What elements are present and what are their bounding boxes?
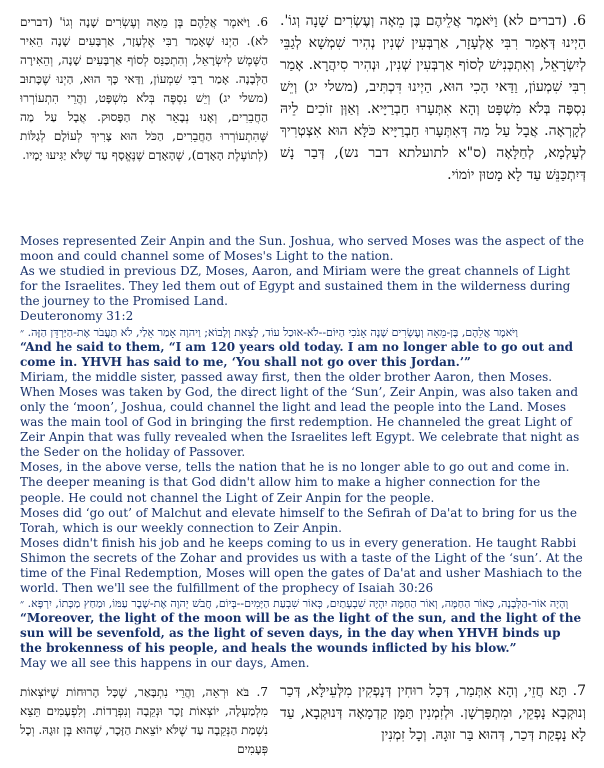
english-commentary [20,234,586,672]
closing-blessing: May we all see this happens in our days, Amen. [20,656,310,671]
commentary-paragraph: Miriam, the middle sister, passed away first, then the older brother Aaron, then Moses. When Moses was taken by God, the direct light of the ‘Sun’, Zeir Anpin, was also taken and only the ‘moon’, Joshua, could channel the light and lead the people into the Land. Moses was the main tool of God in bringing the first redemption. He channeled the great Light of Zeir Anpin that was fully revealed when the Israelites left Egypt. We celebrate that night as the Seder on the holiday of Passover. [20,369,580,460]
commentary-paragraph: Moses represented Zeir Anpin and the Sun. Joshua, who served Moses was the aspect of the moon and could channel some of Moses's Light to the nation. [20,234,584,264]
bottom-hebrew-section [20,680,586,760]
verse-translation: “Moreover, the light of the moon will be as the light of the sun, and the light of the sun will be sevenfold, as the light of seven days, in the day when YHVH binds up the brokenness of his people, and heals the wounds inflicted by his blow.” [20,611,582,656]
aramaic-original-column-bottom: 7. תָּא חֲזֵי, וְהָא אִתְּמַר, דְּכָל רוּחִין דְּנָפְקִין מִלְּעֵילָּא, דְּכַר וְנוּקְבָא נָפְקֵי, וּמִתְפָּרְשָׁן. וּלְזִמְנִין תַּמָּן קַדְמָאָה דְּנוּקְבָא, עַד לָא נָפְקַת דְּכַר, דְּהוּא בַּר זוּגָהּ. וְכָל זִמְנִין [280,682,586,743]
commentary-paragraph: As we studied in previous DZ, Moses, Aaron, and Miriam were the great channels of Light for the Israelites. They led them out of Egypt and sustained them in the wilderness during the journey to the Promised Land. [20,264,571,309]
hebrew-verse-quote: וַיֹּאמֶר אֲלֵהֶם, בֶּן-מֵאָה וְעֶשְׂרִים שָׁנָה אָנֹכִי הַיּוֹם--לֹא-אוּכַל עוֹד, לָצֵאת וְלָבוֹא; וַיהוָה אָמַר אֵלַי, לֹא תַעֲבֹר אֶת-הַיַּרְדֵּן הַזֶּה. ״ [20,325,518,339]
verse-reference: Deuteronomy 31:2 [20,309,134,324]
commentary-paragraph: Moses, in the above verse, tells the nation that he is no longer able to go out and come in. The deeper meaning is that God didn't allow him to make a higher connection for the people. He could not channel the Light of Zeir Anpin for the people. [20,460,570,505]
hebrew-translation-column-bottom: 7. בֹּא וּרְאֵה, וַהֲרֵי נִתְבָּאַר, שֶׁכָּל הָרוּחוֹת שֶׁיּוֹצְאוֹת מִלְמַעְלָה, יוֹצְאוֹת זָכָר וּנְקֵבָה וְנִפְרָדוֹת. וְלִפְעָמִים תֵּצֵא נִשְׁמַת הַנְּקֵבָה עַד שֶׁלֹּא יוֹצֵאת הַזָּכָר, שֶׁהוּא בֶּן זוּגָהּ. וְכָל פְּעָמִים [20,684,268,756]
hebrew-verse-quote: וְהָיָה אוֹר-הַלְּבָנָה, כְּאוֹר הַחַמָּה, וְאוֹר הַחַמָּה יִהְיֶה שִׁבְעָתַיִם, כְּאוֹר שִׁבְעַת הַיָּמִים--בְּיוֹם, חֲבֹשׁ יְהוָה אֶת-שֶׁבֶר עַמּוֹ, וּמַחַץ מַכָּתוֹ, יִרְפָּא. ״ [20,597,569,611]
hebrew-translation-column-top: 6. וַיֹּאמֶר אֲלֵהֶם בֶּן מֵאָה וְעֶשְׂרִים שָׁנָה וְגוֹ' (דברים לא). הַיְנוּ שֶׁאָמַר רַבִּי אֶלְעָזָר, אַרְבָּעִים שָׁנָה הֵאִיר הַשֶּׁמֶשׁ לְיִשְׂרָאֵל, וְהִתְכַּנֵּס לְסוֹף אַרְבָּעִים שָׁנָה, וְהֵאִירָה הַלְּבָנָה. אָמַר רַבִּי שִׁמְעוֹן, וַדַּאי כָּךְ הוּא, הַיְנוּ שֶׁכָּתוּב (משלי יג) וְיֵשׁ נִסְפֶּה בְּלֹא מִשְׁפָּט, וַהֲרֵי הִתְעוֹרְרוּ הַחֲבֵרִים, וְאָנוּ נְבָאֵר אֶת הַפָּסוּק. אֲבָל עַל מַה שֶּׁהִתְעוֹרְרוּ הַחֲבֵרִים, הַכֹּל הוּא צָרִיךְ לְעוֹלָם לְגַלּוֹת (לְתוֹעֶלֶת הָאָדָם), שֶׁהָאָדָם שֶׁנֶּאֱסָף עַד שֶׁלֹּא יַגִּיעוּ יָמָיו. [20,15,268,162]
verse-translation: “And he said to them, “I am 120 years old today. I am no longer able to go out and come in. YHVH has said to me, ‘You shall not go over this Jordan.’” [20,339,574,369]
zohar-page [20,10,586,760]
top-hebrew-section [20,10,586,228]
commentary-paragraph: Moses didn't finish his job and he keeps coming to us in every generation. He taught Rabbi Shimon the secrets of the Zohar and provides us with a taste of the Light of the ‘sun’. At the time of the Final Redemption, Moses will open the gates of Da'at and usher Mashiach to the world. Then we'll see the fulfillment of the prophecy of Isaiah 30:26 [20,535,583,596]
commentary-paragraph: Moses did ‘go out’ of Malchut and elevate himself to the Sefirah of Da'at to bring for us the Torah, which is our weekly connection to Zeir Anpin. [20,505,578,535]
aramaic-original-column-top: 6. (דברים לא) וַיֹּאמֶר אֲלֵיהֶם בֶּן מֵאָה וְעֶשְׂרִים שָׁנָה וְגוֹ'. הַיְינוּ דְּאָמַר רִבִּי אֶלְעָזָר, אַרְבְּעִין שְׁנִין נְהִיר שִׁמְשָׁא לְגַבֵּי לְיִשְׂרָאֵל, וְאִתְכְּנִישׁ לְסוֹף אַרְבְּעִין שְׁנִין, וּנְהִיר סִיהֲרָא. אָמַר רִבִּי שִׁמְעוֹן, וַדַּאי הָכִי הוּא, הַיְינוּ דִּכְתִּיב, (משלי יג) וְיֵשׁ נִסְפֶּה בְּלֹא מִשְׁפָּט וְהָא אִתְּעָרוּ חַבְרַיָּיא. וְאַוְּן זוֹכִים לֵיהּ לְקָרְאָה. אֲבָל עַל מַה דְּאִתְּעָרוּ חַבְרַיָּיא כֹּלָּא הוּא אִצְטְרִיךְ לְעָלְמָא, לְחַלָּאָה (ס"א לתועלתא דבר נש), דְּבַר נָשׁ דְּיִתְכַּנֵּשׁ עַד לָא מָטוּן יוֹמוֹי. [280,13,586,183]
